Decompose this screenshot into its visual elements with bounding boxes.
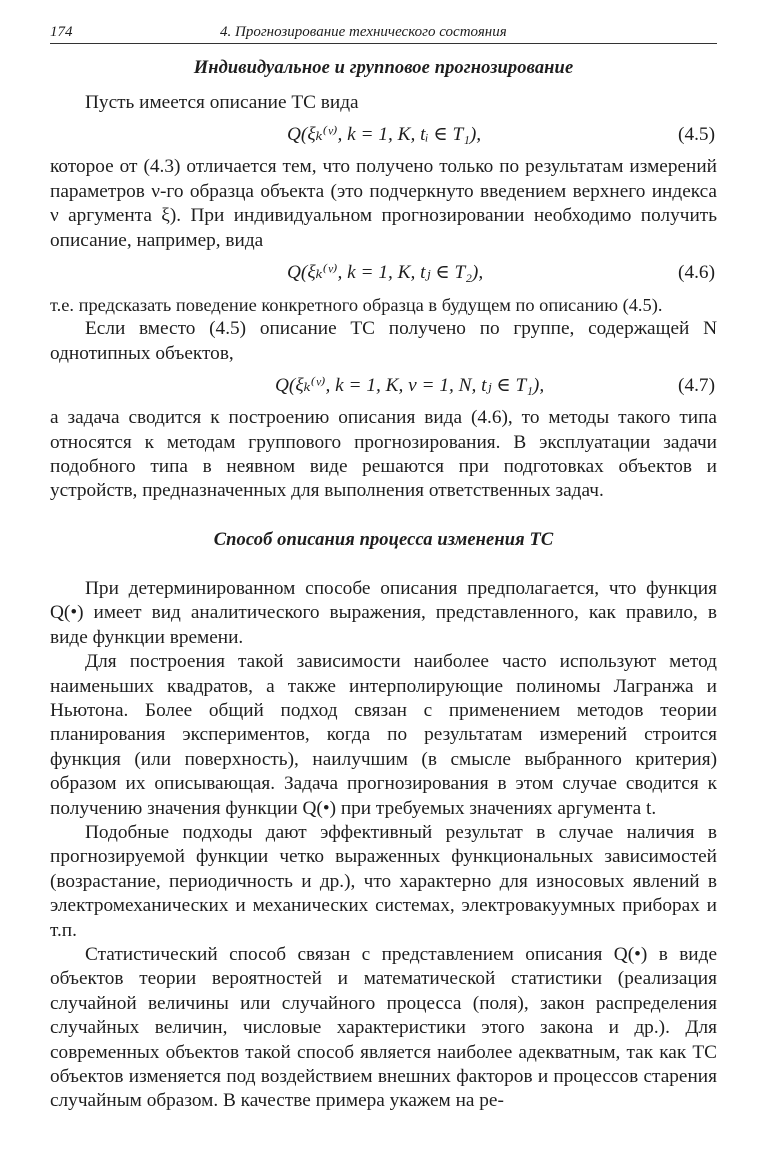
running-title: 4. Прогнозирование технического состояния (220, 24, 507, 40)
paragraph: которое от (4.3) отличается тем, что получено только по результатам измерений параметров ν-го образца объекта (это подчеркнуто введением верхнего индекса ν аргумента ξ). При индивидуальном прогнозировании необходимо получить описание, например, вида (50, 156, 717, 251)
section-title-description-method: Способ описания процесса изменения ТС (213, 529, 554, 550)
paragraph: При детерминированном способе описания предполагается, что функция Q(•) имеет вид аналитического выражения, представленного, как правило, в виде функции времени. (50, 577, 717, 648)
equation-4-5 (50, 115, 717, 155)
paragraph: Пусть имеется описание ТС вида (85, 92, 359, 113)
equation-4-6 (50, 253, 717, 293)
equation-number: (4.5) (678, 124, 715, 146)
equation-expression: Q(ξₖ⁽ᵛ⁾, k = 1, K, tᵢ ∈ T₁), (287, 124, 482, 146)
page-number: 174 (50, 24, 73, 40)
running-header (50, 22, 717, 44)
paragraph: Если вместо (4.5) описание ТС получено по группе, содержащей N однотипных объектов, (50, 318, 717, 364)
equation-expression: Q(ξₖ⁽ᵛ⁾, k = 1, K, tⱼ ∈ T₂), (287, 262, 484, 284)
equation-number: (4.7) (678, 375, 715, 397)
equation-number: (4.6) (678, 262, 715, 284)
paragraph: Подобные подходы дают эффективный результат в случае наличия в прогнозируемой функции четко выраженных функциональных зависимостей (возрастание, периодичность и др.), что характерно для износовых явлений в электромеханических и механических системах, электровакуумных приборах и т.п. (50, 821, 717, 941)
paragraph: Статистический способ связан с представлением описания Q(•) в виде объектов теории вероятностей и математической статистики (реализация случайной величины или случайного процесса (поля), закон распределения случайных величин, числовые характеристики этого закона и др.). Для современных объектов такой способ является наиболее адекватным, так как ТС объектов изменяется под воздействием внешних факторов и процессов старения случайным образом. В качестве примера укажем на ре- (50, 943, 717, 1112)
section-title-individual-group: Индивидуальное и групповое прогнозирование (193, 58, 574, 78)
paragraph: т.е. предсказать поведение конкретного образца в будущем по описанию (4.5). (50, 295, 663, 316)
equation-4-7 (50, 366, 717, 406)
paragraph: а задача сводится к построению описания вида (4.6), то методы такого типа относятся к методам группового прогнозирования. В эксплуатации задачи подобного типа в неявном виде решаются при подготовках объектов и устройств, предназначенных для выполнения ответственных задач. (50, 407, 717, 502)
paragraph: Для построения такой зависимости наиболее часто используют метод наименьших квадратов, а также интерполирующие полиномы Лагранжа и Ньютона. Более общий подход связан с применением методов теории планирования экспериментов, когда по результатам измерений строится функция (или поверхность), наилучшим (в смысле выбранного критерия) образом их описывающая. Задача прогнозирования в этом случае сводится к получению значения функции Q(•) при требуемых значениях аргумента t. (50, 651, 717, 819)
equation-expression: Q(ξₖ⁽ᵛ⁾, k = 1, K, ν = 1, N, tⱼ ∈ T₁), (275, 375, 545, 397)
